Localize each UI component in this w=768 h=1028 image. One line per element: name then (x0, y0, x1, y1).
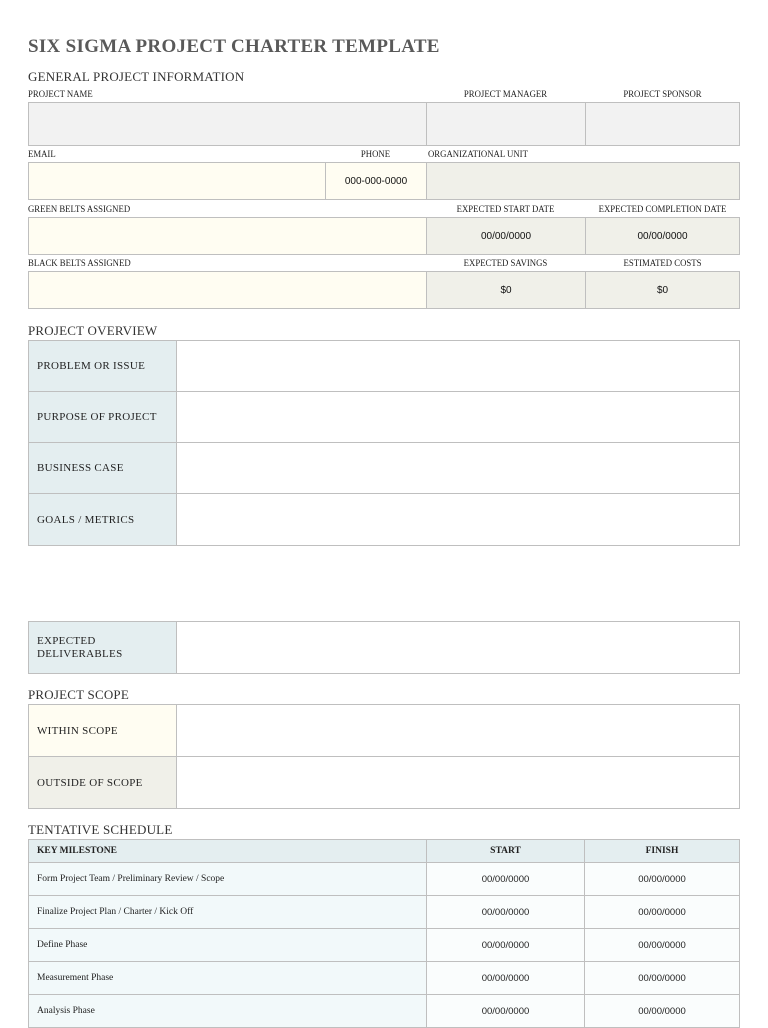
finish-date-cell[interactable]: 00/00/0000 (585, 896, 739, 928)
milestone-cell[interactable]: Define Phase (29, 929, 427, 961)
completion-date-field[interactable]: 00/00/0000 (585, 217, 740, 255)
within-scope-label: WITHIN SCOPE (29, 705, 177, 756)
problem-field[interactable] (177, 341, 739, 391)
start-date-label: EXPECTED START DATE (456, 205, 555, 215)
start-date-cell[interactable]: 00/00/0000 (427, 896, 585, 928)
business-case-field[interactable] (177, 443, 739, 493)
scope-row (29, 705, 739, 757)
phone-label: PHONE (360, 150, 391, 160)
start-date-cell[interactable]: 00/00/0000 (427, 863, 585, 895)
schedule-heading: TENTATIVE SCHEDULE (28, 822, 173, 837)
black-belts-label: BLACK BELTS ASSIGNED (28, 259, 131, 269)
start-date-cell[interactable]: 00/00/0000 (427, 929, 585, 961)
overview-row-label: BUSINESS CASE (29, 443, 177, 493)
email-label: EMAIL (28, 150, 56, 160)
milestone-cell[interactable]: Analysis Phase (29, 995, 427, 1027)
schedule-table (28, 839, 740, 1028)
deliverables-table (28, 621, 740, 674)
milestone-cell[interactable]: Form Project Team / Preliminary Review / Scope (29, 863, 427, 895)
overview-row-label: PROBLEM OR ISSUE (29, 341, 177, 391)
finish-date-cell[interactable]: 00/00/0000 (585, 995, 739, 1027)
project-name-field[interactable] (28, 102, 427, 146)
savings-label: EXPECTED SAVINGS (463, 259, 548, 269)
goals-field[interactable] (177, 494, 739, 545)
overview-table (28, 340, 740, 546)
green-belts-label: GREEN BELTS ASSIGNED (28, 205, 131, 215)
overview-row-label: PURPOSE OF PROJECT (29, 392, 177, 442)
start-date-cell[interactable]: 00/00/0000 (427, 962, 585, 994)
deliverables-label: EXPECTED DELIVERABLES (29, 622, 177, 673)
schedule-header-row (29, 840, 739, 863)
scope-heading: PROJECT SCOPE (28, 687, 129, 702)
org-unit-label: ORGANIZATIONAL UNIT (428, 150, 528, 160)
milestone-column-header: KEY MILESTONE (29, 840, 427, 862)
project-sponsor-label: PROJECT SPONSOR (623, 90, 702, 100)
costs-label: ESTIMATED COSTS (623, 259, 702, 269)
overview-heading: PROJECT OVERVIEW (28, 323, 158, 338)
savings-field[interactable]: $0 (426, 271, 586, 309)
finish-column-header: FINISH (645, 846, 679, 856)
overview-row (29, 341, 739, 392)
general-info-heading: GENERAL PROJECT INFORMATION (28, 69, 245, 84)
page-title: SIX SIGMA PROJECT CHARTER TEMPLATE (28, 36, 440, 57)
within-scope-field[interactable] (177, 705, 739, 756)
finish-date-cell[interactable]: 00/00/0000 (585, 863, 739, 895)
start-date-cell[interactable]: 00/00/0000 (427, 995, 585, 1027)
overview-row (29, 494, 739, 546)
scope-table (28, 704, 740, 809)
table-row (29, 962, 739, 995)
overview-row (29, 443, 739, 494)
project-manager-label: PROJECT MANAGER (463, 90, 548, 100)
completion-date-label: EXPECTED COMPLETION DATE (598, 205, 727, 215)
outside-scope-field[interactable] (177, 757, 739, 808)
green-belts-field[interactable] (28, 217, 427, 255)
outside-scope-label: OUTSIDE OF SCOPE (29, 757, 177, 808)
finish-date-cell[interactable]: 00/00/0000 (585, 962, 739, 994)
start-date-field[interactable]: 00/00/0000 (426, 217, 586, 255)
email-field[interactable] (28, 162, 326, 200)
table-row (29, 863, 739, 896)
phone-field[interactable]: 000-000-0000 (325, 162, 427, 200)
milestone-cell[interactable]: Finalize Project Plan / Charter / Kick Off (29, 896, 427, 928)
purpose-field[interactable] (177, 392, 739, 442)
table-row (29, 896, 739, 929)
overview-row-label: GOALS / METRICS (29, 494, 177, 545)
costs-field[interactable]: $0 (585, 271, 740, 309)
finish-date-cell[interactable]: 00/00/0000 (585, 929, 739, 961)
table-row (29, 929, 739, 962)
overview-row (29, 392, 739, 443)
deliverables-row (29, 622, 739, 674)
black-belts-field[interactable] (28, 271, 427, 309)
deliverables-field[interactable] (177, 622, 739, 673)
project-sponsor-field[interactable] (585, 102, 740, 146)
milestone-cell[interactable]: Measurement Phase (29, 962, 427, 994)
org-unit-field[interactable] (426, 162, 740, 200)
table-row (29, 995, 739, 1028)
scope-row (29, 757, 739, 809)
project-manager-field[interactable] (426, 102, 586, 146)
project-name-label: PROJECT NAME (28, 90, 93, 100)
start-column-header: START (427, 840, 585, 862)
